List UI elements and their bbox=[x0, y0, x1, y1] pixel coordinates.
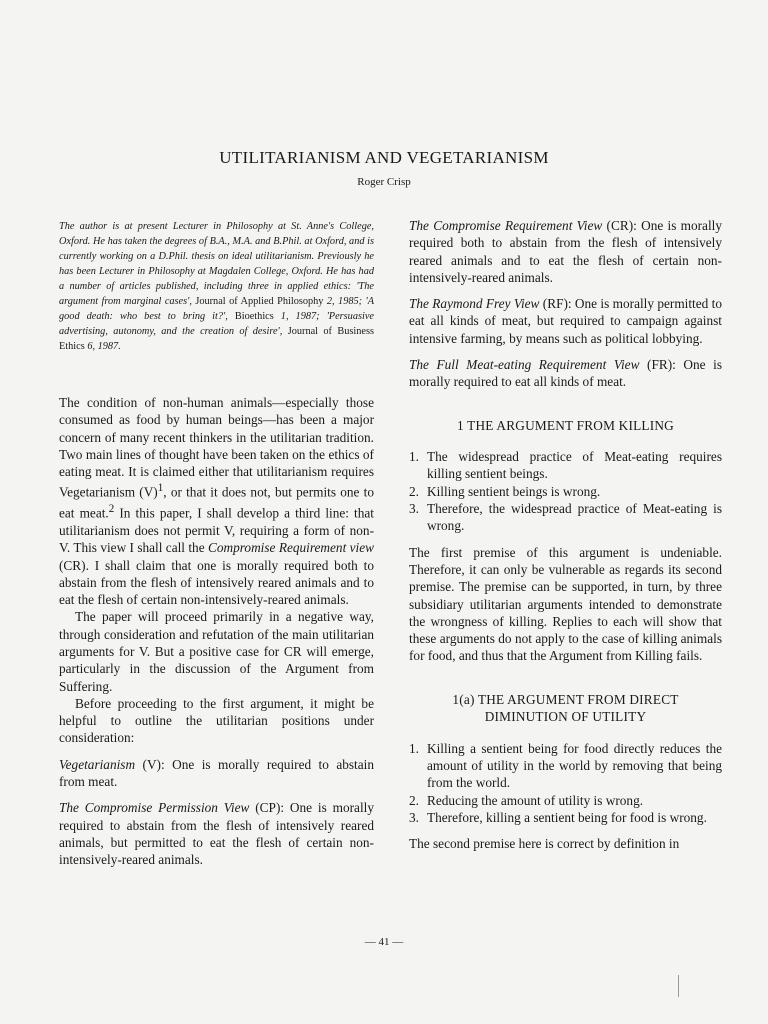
paragraph-2: The paper will proceed primarily in a negative way, through consideration and refutation of the main utilitarian arguments for V. But a positive case for CR will emerge, particularly in the discussion of the Argument from Suffering. bbox=[59, 609, 374, 694]
argument-number: 1. bbox=[409, 740, 419, 756]
definition-cp-text-1: (CP): One is morally required to abstain from the flesh of intensively reared animals bbox=[59, 800, 374, 850]
author-name: Roger Crisp bbox=[357, 176, 411, 188]
scan-mark bbox=[678, 975, 679, 997]
argument-item bbox=[409, 809, 722, 826]
intro-text-c: In this paper, I shall develop a third line: that utilitarianism does not permit V, requiring a form of non-V. This view I shall call the bbox=[59, 505, 374, 556]
argument-number: 2. bbox=[409, 483, 419, 499]
footnote-ref-2: 2 bbox=[108, 503, 115, 516]
definition-fr-text: (FR): One is morally required to eat all kinds of meat. bbox=[409, 357, 722, 390]
section-heading-1a bbox=[409, 691, 722, 726]
intro-text-a: The condition of non-human animals—especially those consumed as food by human beings—has been a major concern of many recent thinkers in the utilitarian tradition. Two main lines of thought have been taken on the ethics of eating meat. It is claimed either that utilitarianism requires Vegetarianism (V) bbox=[59, 395, 374, 500]
article-title: UTILITARIANISM AND VEGETARIANISM bbox=[219, 148, 549, 167]
left-column bbox=[59, 219, 374, 869]
definition-rf-term: The Raymond Frey View bbox=[409, 296, 540, 312]
definition-fr-term: The Full Meat-eating Requirement View bbox=[409, 357, 640, 373]
section-heading-1a-line-1: 1(a) THE ARGUMENT FROM DIRECT bbox=[452, 691, 679, 707]
intro-text-b: , or that it does not, but permits one to eat meat. bbox=[59, 484, 374, 521]
definition-v-text: (V): One is morally required to abstain from meat. bbox=[59, 756, 374, 790]
paragraph-3: Before proceeding to the first argument, it might be helpful to outline the utilitarian positions under consideration: bbox=[59, 695, 374, 746]
definition-cp-text-2: , but permitted to eat the flesh of certain non-intensively-reared animals. bbox=[59, 834, 374, 868]
definition-rf bbox=[409, 295, 722, 347]
definition-cr-text: (CR): One is morally required both to abstain from the flesh of intensively reared animals and to eat the flesh of certain non-intensively-reared animals. bbox=[409, 218, 722, 285]
author-note-journal-1: Journal of Applied Philosophy bbox=[195, 296, 327, 307]
argument-text: Therefore, killing a sentient being for food is wrong. bbox=[427, 809, 707, 825]
author-note-quote-2: 2, 1985; 'A good death: who best to bring it?', bbox=[59, 296, 374, 322]
footnote-ref-1: 1 bbox=[157, 482, 164, 495]
argument-list-1 bbox=[409, 448, 722, 534]
argument-item bbox=[409, 448, 722, 483]
definition-cp bbox=[59, 799, 374, 868]
argument-text: Killing sentient beings is wrong. bbox=[427, 483, 601, 499]
intro-paragraph bbox=[59, 394, 374, 608]
section-heading-1a-line-2: DIMINUTION OF UTILITY bbox=[484, 709, 647, 725]
author-note-text: The author is at present Lecturer in Philosophy at St. Anne's College, Oxford. He has taken the degrees of B.A., M.A. and B.Phil. at Oxford, and is currently working on a D.Phil. thesis on ideal utilitarianism. Previously he has been Lecturer in Philosophy at Magdalen College, Oxford. He has had a number of articles published, including three in applied ethics: bbox=[59, 221, 374, 292]
author-note-journal-3: Journal of Business Ethics bbox=[59, 326, 374, 352]
definition-cr-term: The Compromise Requirement View bbox=[409, 218, 603, 233]
definition-v-term: Vegetarianism bbox=[59, 756, 136, 772]
definition-fr bbox=[409, 356, 722, 391]
section-heading-1: 1 THE ARGUMENT FROM KILLING bbox=[457, 417, 674, 433]
argument-text: Killing a sentient being for food directly reduces the amount of utility in the world by removing that being from the world. bbox=[427, 740, 722, 791]
author-note-quote-1: 'The argument from marginal cases', bbox=[59, 281, 374, 307]
definition-cr bbox=[409, 217, 722, 286]
argument-text: Reducing the amount of utility is wrong. bbox=[427, 792, 644, 808]
intro-text-e: (CR). I shall claim that one is morally required both to abstain from the flesh of intensively reared animals and to eat the flesh of certain non-intensively-reared animals. bbox=[59, 557, 374, 608]
argument-number: 2. bbox=[409, 792, 419, 808]
argument-item bbox=[409, 500, 722, 535]
author-note bbox=[59, 219, 374, 354]
argument-number: 3. bbox=[409, 809, 419, 825]
paragraph-argument-killing: The first premise of this argument is undeniable. Therefore, it can only be vulnerable as regards its second premise. The premise can be supported, in turn, by three subsidiary utilitarian arguments intended to demonstrate the wrongness of killing. Replies to each will show that these arguments do not apply to the case of killing animals for food, and thus that the Argument from Killing fails. bbox=[409, 544, 722, 664]
author-note-journal-2: Bioethics bbox=[234, 311, 281, 322]
definition-rf-text: (RF): One is morally permitted to eat all kinds of meat, but required to campaign against intensive farming, by means such as political lobbying. bbox=[409, 296, 722, 346]
page-number: — 41 — bbox=[364, 936, 404, 948]
argument-item bbox=[409, 483, 722, 500]
paragraph-last: The second premise here is correct by definition in bbox=[409, 836, 680, 852]
author-note-quote-3: 1, 1987; 'Persuasive advertising, autonomy, and the creation of desire', bbox=[59, 311, 374, 337]
definition-cp-term: The Compromise Permission View bbox=[59, 800, 250, 816]
argument-item bbox=[409, 740, 722, 792]
author-note-quote-4: 6, 1987. bbox=[87, 341, 121, 352]
argument-list-2 bbox=[409, 740, 722, 826]
argument-item bbox=[409, 792, 722, 809]
argument-text: The widespread practice of Meat-eating requires killing sentient beings. bbox=[427, 449, 722, 482]
definition-v bbox=[59, 756, 374, 791]
argument-number: 1. bbox=[409, 449, 419, 465]
argument-number: 3. bbox=[409, 501, 419, 517]
right-column bbox=[409, 217, 722, 853]
argument-text: Therefore, the widespread practice of Meat-eating is wrong. bbox=[427, 501, 722, 534]
intro-text-italic: Compromise Requirement view bbox=[207, 540, 374, 556]
